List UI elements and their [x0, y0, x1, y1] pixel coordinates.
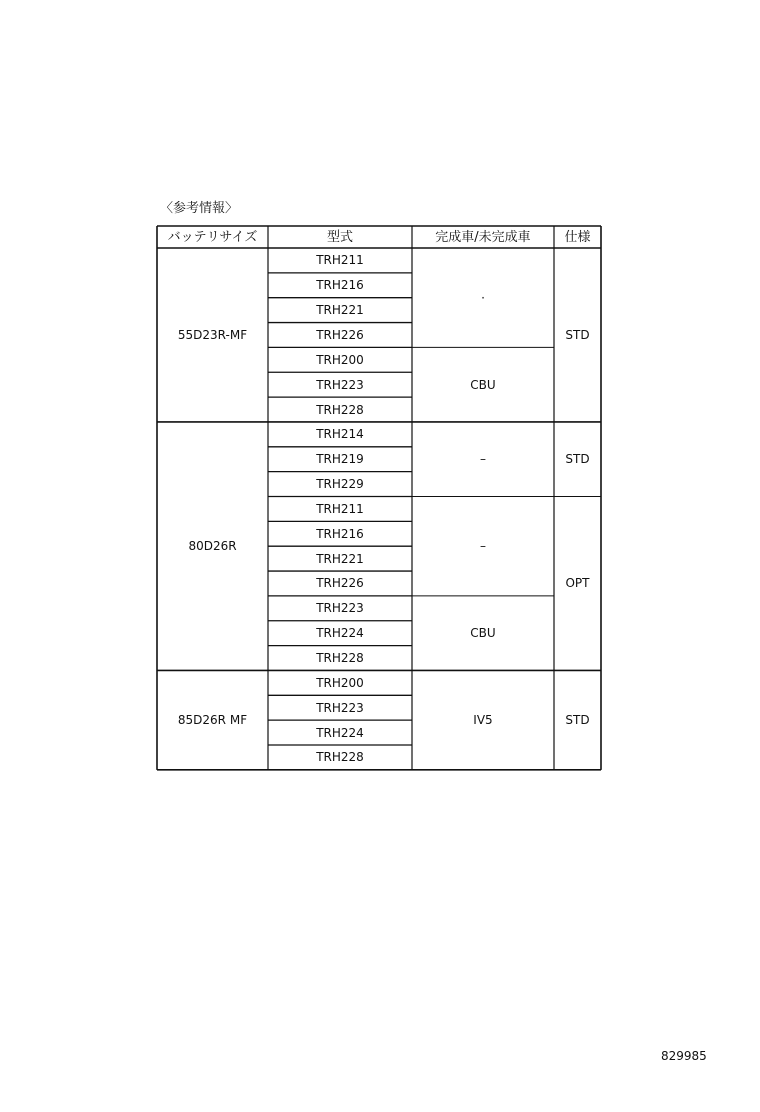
- model-cell: TRH223: [316, 377, 364, 392]
- model-cell: TRH211: [316, 501, 364, 516]
- header-spec: 仕様: [564, 229, 591, 245]
- reference-info-heading: 〈参考情報〉: [160, 201, 239, 216]
- model-cell: TRH228: [316, 750, 364, 765]
- build-type-cell: –: [480, 452, 486, 467]
- model-cell: TRH216: [316, 526, 364, 541]
- model-cell: TRH221: [316, 303, 364, 318]
- battery-size-cell: 85D26R MF: [177, 713, 248, 728]
- model-cell: TRH216: [316, 278, 364, 293]
- model-cell: TRH223: [316, 601, 364, 616]
- header-battery-size: バッテリサイズ: [167, 229, 258, 245]
- header-build-type: 完成車/未完成車: [435, 229, 531, 245]
- model-cell: TRH228: [316, 651, 364, 666]
- model-cell: TRH200: [316, 675, 364, 690]
- build-type-cell: –: [480, 539, 486, 554]
- document-number: 829985: [661, 1049, 707, 1063]
- model-cell: TRH200: [316, 352, 364, 367]
- model-cell: TRH229: [316, 477, 364, 492]
- build-type-cell: ·: [481, 290, 485, 305]
- model-cell: TRH221: [316, 551, 364, 566]
- model-cell: TRH211: [316, 253, 364, 268]
- model-cell: TRH223: [316, 700, 364, 715]
- spec-cell: STD: [565, 713, 590, 728]
- header-model: 型式: [326, 229, 353, 245]
- build-type-cell: CBU: [470, 626, 496, 641]
- model-cell: TRH228: [316, 402, 364, 417]
- model-cell: TRH226: [316, 576, 364, 591]
- model-cell: TRH219: [316, 452, 364, 467]
- spec-cell: STD: [565, 452, 590, 467]
- model-cell: TRH226: [316, 327, 364, 342]
- model-cell: TRH214: [316, 427, 364, 442]
- battery-size-cell: 80D26R: [188, 539, 237, 554]
- build-type-cell: CBU: [470, 377, 496, 392]
- spec-cell: STD: [565, 327, 590, 342]
- model-cell: TRH224: [316, 725, 364, 740]
- build-type-cell: IV5: [473, 713, 493, 728]
- spec-cell: OPT: [565, 576, 590, 591]
- model-cell: TRH224: [316, 626, 364, 641]
- battery-size-cell: 55D23R-MF: [177, 327, 248, 342]
